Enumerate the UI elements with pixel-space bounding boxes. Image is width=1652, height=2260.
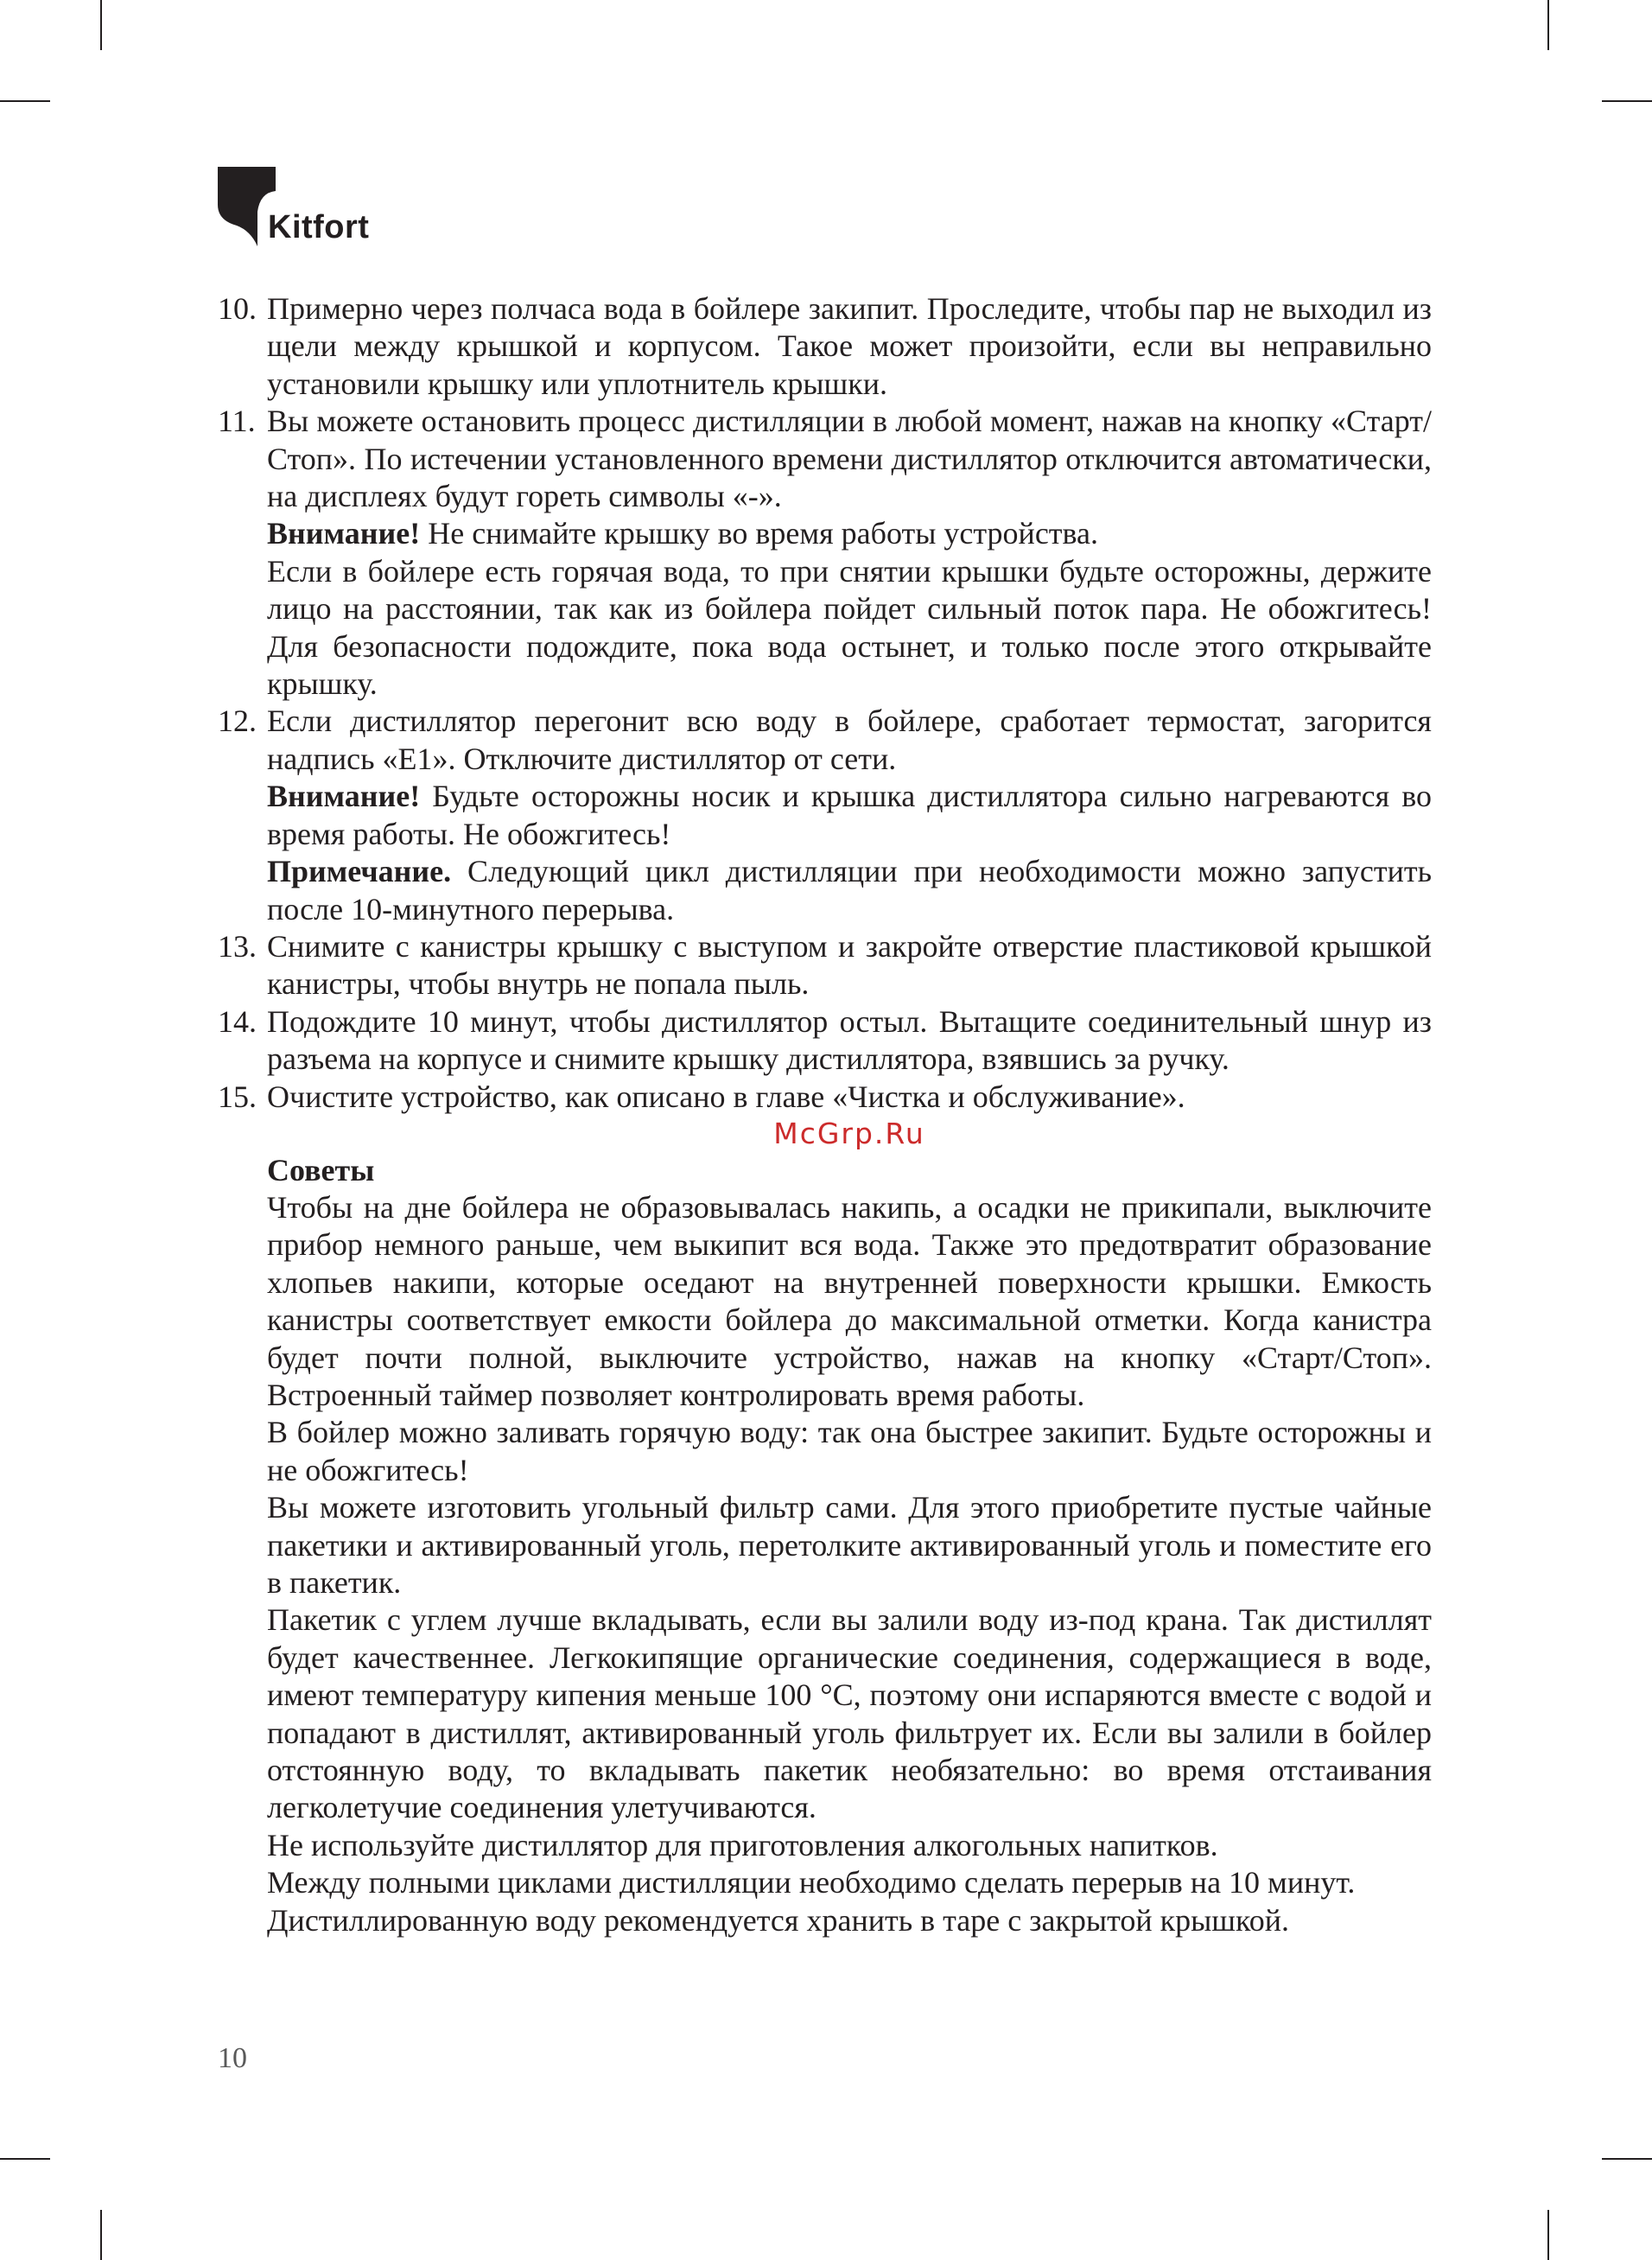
list-item-number: 14. [218,1003,257,1039]
tips-section [218,1151,1432,1939]
paragraph-text: Вы можете остановить процесс дистилляции в любой момент, нажав на кнопку «Старт/Стоп». По истечении установленного времени дистиллятор отключится автоматически, на дисплеях будут гореть символы «-». [267,404,1432,514]
paragraph-text: Если в бойлере есть горячая вода, то при снятии крышки будьте осторожны, держите лицо на расстоянии, так как из бойлера пойдет сильный поток пара. Не обожгитесь! Для безопасности подождите, пока вода остынет, и только после этого открывайте крышку. [267,553,1432,702]
list-item-paragraph [267,515,1432,552]
crop-mark-top-right [1547,0,1549,50]
list-item-paragraph [267,778,1432,853]
paragraph-text: Примерно через полчаса вода в бойлере закипит. Проследите, чтобы пар не выходил из щели между крышкой и корпусом. Такое может произойти, если вы неправильно установили крышку или уплотнитель крышки. [267,291,1432,401]
tips-paragraph: В бойлер можно заливать горячую воду: так она быстрее закипит. Будьте осторожны и не обожгитесь! [267,1415,1432,1487]
list-item-paragraph [267,928,1432,1003]
crop-mark-right-bottom [1602,2158,1652,2160]
list-item-paragraph [267,403,1432,515]
crop-mark-top-left [100,0,102,50]
paragraph-label: Примечание. [267,854,452,889]
crop-mark-left-bottom [0,2158,50,2160]
tips-paragraph: Дистиллированную воду рекомендуется хранить в таре с закрытой крышкой. [267,1902,1289,1938]
kitfort-logo [218,167,391,253]
watermark: McGrp.Ru [773,1116,925,1150]
tips-title: Советы [267,1152,375,1187]
crop-mark-bottom-left [100,2210,102,2260]
list-item-number: 13. [218,928,257,964]
paragraph-label: Внимание! [267,516,421,551]
tips-paragraph: Пакетик с углем лучше вкладывать, если вы залили воду из-под крана. Так дистиллят будет качественнее. Легкокипящие органические соединения, содержащиеся в воде, имеют температуру кипения меньше 100 °С, поэтому они испаряются вместе с водой и попадают в дистиллят, активированный уголь фильтрует их. Если вы залили в бойлер отстоянную воду, то вкладывать пакетик необязательно: во время отстаивания легколетучие соединения улетучиваются. [267,1602,1432,1825]
list-item-number: 12. [218,703,257,739]
paragraph-text: Следующий цикл дистилляции при необходимости можно запустить после 10-минутного перерыва. [267,854,1432,926]
list-item [218,290,1432,403]
paragraph-text: Очистите устройство, как описано в главе «Чистка и обслуживание». [267,1079,1185,1114]
list-item-number: 11. [218,404,256,439]
tips-paragraph: Чтобы на дне бойлера не образовывалась накипь, а осадки не прикипали, выключите прибор немного раньше, чем выкипит вся вода. Также это предотвратит образование хлопьев накипи, которые оседают на внутренней поверхности крышки. Емкость канистры соответствует емкости бойлера до максимальной отметки. Когда канистра будет почти полной, выключите устройство, нажав на кнопку «Старт/Стоп». Встроенный таймер позволяет контролировать время работы. [267,1189,1432,1412]
list-item-paragraph [267,1003,1432,1079]
list-item-paragraph [267,290,1432,403]
list-item [218,403,1432,703]
document-body [218,290,1432,1939]
list-item-number: 15. [218,1079,257,1114]
tips-paragraphs [267,1189,1432,1939]
paragraph-text: Не снимайте крышку во время работы устройства. [420,516,1099,551]
paragraph-text: Подождите 10 минут, чтобы дистиллятор остыл. Вытащите соединительный шнур из разъема на корпусе и снимите крышку дистиллятора, взявшись за ручку. [267,1003,1432,1077]
paragraph-text: Если дистиллятор перегонит всю воду в бойлере, сработает термостат, загорится надпись «E1». Отключите дистиллятор от сети. [267,703,1432,776]
page-number: 10 [218,2042,247,2074]
list-item [218,1003,1432,1079]
paragraph-text: Будьте осторожны носик и крышка дистиллятора сильно нагреваются во время работы. Не обожгитесь! [267,779,1432,851]
list-item [218,703,1432,927]
list-item-paragraph [267,1079,1432,1116]
list-item-paragraph [267,703,1432,778]
crop-mark-bottom-right [1547,2210,1549,2260]
paragraph-label: Внимание! [267,779,421,814]
list-item-number: 10. [218,291,257,326]
list-item [218,928,1432,1003]
tips-paragraph: Вы можете изготовить угольный фильтр сами. Для этого приобретите пустые чайные пакетики и активированный уголь, перетолките активированный уголь и поместите его в пакетик. [267,1490,1432,1600]
crop-mark-left-top [0,100,50,102]
paragraph-text: Снимите с канистры крышку с выступом и закройте отверстие пластиковой крышкой канистры, чтобы внутрь не попала пыль. [267,928,1432,1002]
tips-paragraph: Между полными циклами дистилляции необходимо сделать перерыв на 10 минут. [267,1865,1356,1900]
tips-paragraph: Не используйте дистиллятор для приготовления алкогольных напитков. [267,1827,1218,1862]
crop-mark-right-top [1602,100,1652,102]
list-item [218,1079,1432,1116]
list-item-paragraph [267,853,1432,928]
instruction-list [218,290,1432,1116]
logo-text: Kitfort [268,209,370,245]
list-item-paragraph [267,553,1432,703]
